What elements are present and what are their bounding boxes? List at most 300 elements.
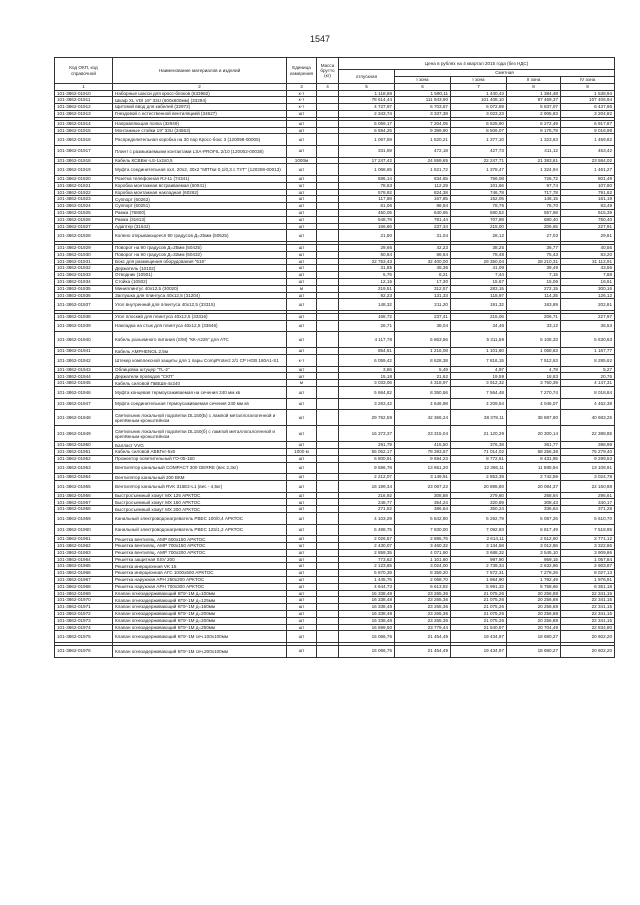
table-row [55,380,615,387]
cell-code: 101-3862-01934 [55,278,113,285]
cell-zone-2-price: 427,73 [451,145,507,157]
cell-zone-4-price: 126,12 [561,292,615,299]
cell-mass [317,583,339,590]
cell-name: Решетка инерционная VK 15 [113,563,287,570]
cell-release-price: 16 199,34 [339,481,395,493]
header-price-group: Цена в рублях на 4 квартал 2015 года (без НДС) [339,58,615,70]
cell-zone-4-price: 36,53 [561,320,615,332]
cell-unit: шт [287,583,317,590]
cell-release-price: 1 067,59 [339,134,395,146]
cell-name: Клапан огнезадерживающий КПУ-1М д=160мм [113,604,287,611]
cell-code: 101-3862-01963 [55,549,113,556]
cell-release-price: 78 614,44 [339,97,395,104]
cell-code: 101-3862-01946 [55,387,113,399]
table-row [55,442,615,449]
cell-name: Держатели проводов "СКП" [113,373,287,380]
cell-mass [317,610,339,617]
table-row [55,624,615,631]
cell-mass [317,134,339,146]
cell-zone-2-price: 21 075,26 [451,604,507,611]
cell-zone-2-price: 41,09 [451,265,507,272]
cell-code: 101-3862-01974 [55,624,113,631]
cell-name: Бокс для размещения оборудования "616" [113,258,287,265]
cell-name: Клапан огнезадерживающий КПУ-1М сеч.100x100мм [113,631,287,643]
cell-unit: шт [287,251,317,258]
cell-unit: шт [287,442,317,449]
cell-release-price: 1 118,68 [339,90,395,97]
cell-zone-4-price: 4 462,38 [561,398,615,410]
cell-release-price: 291,79 [339,442,395,449]
cell-unit: шт [287,426,317,442]
table-row [55,285,615,292]
cell-release-price: 2 212,07 [339,474,395,481]
cell-zone-2-price: 376,38 [451,442,507,449]
cell-zone-2-price: 580,52 [451,209,507,216]
cell-name: Решетка вентиляц. АМР 700x150 АРКТОС [113,543,287,550]
cell-unit: шт [287,196,317,203]
table-row [55,355,615,367]
cell-unit: к-т [287,104,317,111]
cell-zone-2-price: 19 434,97 [451,631,507,643]
table-row [55,120,615,127]
table-row [55,251,615,258]
cell-zone-4-price: 398,99 [561,442,615,449]
cell-code: 101-3862-01969 [55,590,113,597]
cell-release-price: 248,77 [339,499,395,506]
cell-zone-4-price: 22 341,15 [561,604,615,611]
cell-zone-3-price: 20 300,14 [507,426,561,442]
cell-zone-1-price: 3 024,00 [395,563,451,570]
cell-zone-4-price: 31 112,91 [561,258,615,265]
cell-zone-3-price: 206,71 [507,313,561,320]
cell-code: 101-3862-01966 [55,570,113,577]
cell-zone-4-price: 16,61 [561,278,615,285]
cell-name: Колено открывающееся 90 градусов Д=25мм (50525) [113,230,287,242]
cell-zone-3-price: 21 383,81 [507,157,561,164]
cell-unit: шт [287,313,317,320]
table-row [55,278,615,285]
cell-zone-1-price: 1 521,72 [395,164,451,176]
cell-zone-2-price: 19 434,97 [451,645,507,657]
cell-unit: шт [287,474,317,481]
cell-release-price: 1 068,65 [339,164,395,176]
cell-name: Кабель силовой ПвВШв-4x240 [113,380,287,387]
cell-mass [317,380,339,387]
cell-zone-4-price: 6 917,87 [561,120,615,127]
header-release-price: отпускная [339,70,395,84]
cell-name: Стойка (10502) [113,278,287,285]
cell-unit: шт [287,299,317,311]
cell-zone-4-price: 371,28 [561,506,615,513]
cell-unit: шт [287,189,317,196]
table-row [55,203,615,210]
cell-zone-1-price: 1 520,21 [395,134,451,146]
cell-name: Клапан огнезадерживающий КПУ-1М д=250мм [113,624,287,631]
cell-unit: шт [287,481,317,493]
table-row [55,426,615,442]
cell-release-price: 29 752,59 [339,410,395,426]
cell-zone-4-price: 300,16 [561,285,615,292]
cell-mass [317,631,339,643]
cell-code: 101-3862-01917 [55,145,113,157]
cell-code: 101-3862-01915 [55,127,113,134]
cell-zone-4-price: 6 351,18 [561,583,615,590]
cell-zone-2-price: 29 350,04 [451,258,507,265]
cell-zone-2-price: 1 440,43 [451,90,507,97]
table-row [55,292,615,299]
cell-zone-4-price: 29,81 [561,230,615,242]
cell-zone-1-price: 112,29 [395,182,451,189]
cell-code: 101-3862-01935 [55,285,113,292]
cell-zone-3-price: 97,74 [507,182,561,189]
cell-zone-3-price: 3 545,10 [507,549,561,556]
cell-zone-2-price: 3 688,32 [451,549,507,556]
cell-zone-1-price: 308,88 [395,492,451,499]
cell-zone-4-price: 40,55 [561,244,615,251]
cell-zone-1-price: 8 628,38 [395,355,451,367]
column-number: 8 [507,84,561,91]
cell-name: Прожектор осветительный ГО-05-150 [113,455,287,462]
table-row [55,104,615,111]
cell-unit: шт [287,563,317,570]
cell-zone-2-price: 3 134,58 [451,543,507,550]
table-row [55,576,615,583]
cell-zone-4-price: 1 167,77 [561,348,615,355]
cell-release-price: 578,92 [339,189,395,196]
table-row [55,597,615,604]
cell-unit: шт [287,244,317,251]
cell-release-price: 271,52 [339,506,395,513]
cell-zone-1-price: 2 058,70 [395,576,451,583]
cell-zone-2-price: 7 092,93 [451,524,507,536]
cell-mass [317,258,339,265]
cell-zone-1-price: 7 204,05 [395,120,451,127]
cell-release-price: 16 373,37 [339,426,395,442]
column-number-row [55,84,615,91]
cell-zone-2-price: 101 408,10 [451,97,507,104]
cell-unit: шт [287,373,317,380]
table-row [55,524,615,536]
cell-zone-4-price: 22 150,88 [561,481,615,493]
cell-name: Канальный электроводонагреватель РВЕС 125/1,2 АРКТОС [113,524,287,536]
cell-name: Монтажные стойки 19" 33U (34653) [113,127,287,134]
cell-release-price: 548,78 [339,216,395,223]
cell-mass [317,157,339,164]
cell-zone-2-price: 707,88 [451,216,507,223]
table-row [55,449,615,456]
cell-zone-4-price: 9 016,98 [561,127,615,134]
table-row [55,590,615,597]
table-row [55,499,615,506]
cell-zone-3-price: 268,94 [507,492,561,499]
cell-code: 101-3862-01944 [55,373,113,380]
cell-name: Облицовка штуцер "TL-2" [113,366,287,373]
cell-release-price: 586,14 [339,175,395,182]
cell-zone-2-price: 8 506,07 [451,127,507,134]
cell-zone-3-price: 2 512,60 [507,536,561,543]
cell-release-price: 2 430,07 [339,543,395,550]
cell-code: 101-3862-01950 [55,442,113,449]
cell-name: Кабель силовой АВВГнг-5x6 [113,449,287,456]
table-row [55,387,615,399]
cell-zone-1-price: 23 265,36 [395,597,451,604]
cell-zone-3-price: 557,98 [507,209,561,216]
cell-name: Заглушка для плинтуса 40x12,5 (31204) [113,292,287,299]
cell-release-price: 168,72 [339,313,395,320]
table-row [55,513,615,525]
cell-name: Быстросъемный хомут MX 125 АРКТОС [113,492,287,499]
cell-release-price: 4 103,29 [339,513,395,525]
cell-zone-4-price: 13 108,91 [561,462,615,474]
cell-name: Угол плоский для плинтуса 40x12,5 (33316) [113,313,287,320]
cell-zone-4-price: 20 602,20 [561,631,615,643]
cell-mass [317,462,339,474]
cell-code: 101-3862-01939 [55,320,113,332]
cell-mass [317,481,339,493]
column-number: 5 [339,84,395,91]
cell-release-price: 3 033,06 [339,380,395,387]
table-row [55,299,615,311]
cell-zone-4-price: 7 518,95 [561,524,615,536]
cell-release-price: 166,66 [339,223,395,230]
cell-zone-2-price: 21 075,26 [451,617,507,624]
column-number: 2 [113,84,287,91]
table-row [55,175,615,182]
cell-zone-1-price: 21 454,49 [395,645,451,657]
cell-code: 101-3862-01955 [55,481,113,493]
cell-mass [317,278,339,285]
cell-mass [317,97,339,104]
cell-code: 101-3862-01973 [55,617,113,624]
cell-mass [317,265,339,272]
cell-unit: шт [287,258,317,265]
cell-code: 101-3862-01972 [55,610,113,617]
cell-zone-4-price: 22 388,85 [561,426,615,442]
cell-mass [317,90,339,97]
cell-zone-4-price: 3 909,86 [561,549,615,556]
cell-code: 101-3862-01948 [55,410,113,426]
cell-release-price: 78,63 [339,182,395,189]
cell-release-price: 16 338,48 [339,604,395,611]
cell-zone-3-price: 5 758,66 [507,583,561,590]
cell-code: 101-3862-01910 [55,90,113,97]
cell-zone-4-price: 22 341,15 [561,617,615,624]
cell-zone-1-price: 42,23 [395,244,451,251]
cell-code: 101-3862-01914 [55,120,113,127]
cell-zone-3-price: 6 817,49 [507,524,561,536]
cell-zone-1-price: 131,33 [395,292,451,299]
cell-zone-3-price: 11 885,94 [507,462,561,474]
cell-zone-2-price: 78,48 [451,251,507,258]
cell-mass [317,590,339,597]
cell-zone-3-price: 1 792,49 [507,576,561,583]
header-zone-4: IV зона [561,77,615,84]
cell-zone-1-price: 640,65 [395,209,451,216]
cell-zone-3-price: 1 384,48 [507,90,561,97]
cell-zone-1-price: 13 651,20 [395,462,451,474]
cell-zone-3-price: 726,72 [507,175,561,182]
cell-mass [317,617,339,624]
cell-name: Адаптер (31642) [113,223,287,230]
cell-zone-3-price: 183,89 [507,299,561,311]
cell-mass [317,272,339,279]
table-body [55,90,615,657]
cell-code: 101-3862-01970 [55,597,113,604]
cell-unit: шт [287,127,317,134]
cell-unit: к-т [287,355,317,367]
cell-code: 101-3862-01921 [55,182,113,189]
cell-zone-4-price: 9 299,53 [561,455,615,462]
cell-zone-4-price: 227,91 [561,223,615,230]
cell-release-price: 4 727,97 [339,104,395,111]
cell-zone-3-price: 75,70 [507,203,561,210]
cell-release-price: 3 263,42 [339,398,395,410]
cell-zone-1-price: 354,24 [395,499,451,506]
cell-mass [317,127,339,134]
cell-zone-3-price: 27,03 [507,230,561,242]
cell-unit: шт [287,216,317,223]
cell-zone-1-price: 45,36 [395,265,451,272]
cell-unit: шт [287,203,317,210]
cell-zone-3-price: 6 272,49 [507,120,561,127]
cell-zone-3-price: 36,77 [507,244,561,251]
cell-zone-3-price: 20 256,88 [507,610,561,617]
cell-zone-2-price: 2 853,39 [451,474,507,481]
cell-zone-2-price: 4 209,54 [451,398,507,410]
cell-unit: шт [287,292,317,299]
cell-zone-3-price: 3 760,39 [507,380,561,387]
cell-zone-4-price: 7,88 [561,272,615,279]
cell-zone-1-price: 1 101,60 [395,556,451,563]
table-row [55,543,615,550]
cell-zone-3-price: 20 256,88 [507,590,561,597]
cell-release-price: 21,80 [339,230,395,242]
cell-code: 101-3862-01956 [55,492,113,499]
cell-code: 101-3862-01929 [55,244,113,251]
cell-name: Клапан огнезадерживающий КПУ-1М д=200мм [113,610,287,617]
cell-name: Суппорт (60251) [113,203,287,210]
cell-zone-4-price: 202,81 [561,299,615,311]
cell-name: Шкаф ХL VDI 19" 33U (600x600мм) (33294) [113,97,287,104]
cell-unit: шт [287,536,317,543]
cell-zone-3-price: 146,15 [507,196,561,203]
cell-code: 101-3862-01941 [55,348,113,355]
cell-code: 101-3862-01916 [55,134,113,146]
cell-zone-2-price: 6 072,89 [451,104,507,111]
cell-zone-2-price: 215,00 [451,223,507,230]
cell-zone-3-price: 2 742,59 [507,474,561,481]
cell-name: Клапан огнезадерживающий КПУ-1М д=200мм [113,617,287,624]
cell-release-price: 29,66 [339,244,395,251]
cell-name: Канальный электроводонагреватель РВЕС 100/0,4 АРКТОС [113,513,287,525]
cell-zone-3-price: 18 680,27 [507,645,561,657]
cell-zone-1-price: 8,21 [395,272,451,279]
cell-zone-2-price: 71 014,02 [451,449,507,456]
cell-unit: м [287,380,317,387]
table-row [55,244,615,251]
cell-name: Наборные шасси для кросс-блоков (633962) [113,90,287,97]
cell-zone-2-price: 746,78 [451,189,507,196]
cell-zone-1-price: 5,49 [395,366,451,373]
cell-name: Коробка монтажная накладная (60262) [113,189,287,196]
cell-zone-2-price: 5 292,79 [451,513,507,525]
cell-release-price: 16 338,48 [339,597,395,604]
cell-zone-2-price: 7,44 [451,272,507,279]
cell-name: Муфта соединительная термоусаживаемая сечения 240 мм кв [113,398,287,410]
cell-name: Направляющая полка (32949) [113,120,287,127]
cell-zone-2-price: 28,12 [451,230,507,242]
cell-code: 101-3862-01924 [55,203,113,210]
table-row [55,645,615,657]
cell-zone-2-price: 8 772,61 [451,455,507,462]
cell-zone-1-price: 5 863,56 [395,332,451,348]
cell-name: Суппорт (60262) [113,196,287,203]
table-row [55,97,615,104]
cell-name: Решетка вентиляц. АМР 700x200 АРКТОС [113,549,287,556]
cell-code: 101-3862-01959 [55,513,113,525]
cell-code: 101-3862-01968 [55,583,113,590]
table-row [55,110,615,117]
cell-zone-4-price: 3 204,82 [561,110,615,117]
cell-code: 101-3862-01938 [55,313,113,320]
cell-zone-4-price: 791,62 [561,189,615,196]
cell-zone-3-price: 717,78 [507,189,561,196]
cell-zone-3-price: 361,77 [507,442,561,449]
cell-name: Клапан огнезадерживающий КПУ-1М д=125мм [113,597,287,604]
cell-zone-2-price: 78,76 [451,203,507,210]
cell-zone-1-price: 4 646,98 [395,398,451,410]
cell-name: Светильник локальной подсветки DL150(б) с лампой металлогалогенной и крепёжным кронштейном [113,426,287,442]
cell-mass [317,203,339,210]
cell-zone-1-price: 8 350,56 [395,387,451,399]
cell-mass [317,120,339,127]
cell-unit: шт [287,610,317,617]
cell-zone-2-price: 21 120,29 [451,426,507,442]
cell-code: 101-3862-01971 [55,604,113,611]
cell-release-price: 92,23 [339,292,395,299]
cell-unit: шт [287,182,317,189]
table-row [55,145,615,157]
cell-zone-3-price: 336,64 [507,506,561,513]
cell-release-price: 854,61 [339,348,395,355]
cell-zone-4-price: 20 602,20 [561,645,615,657]
cell-zone-2-price: 1 864,90 [451,576,507,583]
cell-zone-3-price: 20 084,37 [507,481,561,493]
cell-unit: 1000м [287,157,317,164]
cell-zone-3-price: 20 256,88 [507,604,561,611]
cell-release-price: 6 059,42 [339,355,395,367]
cell-unit: шт [287,631,317,643]
cell-zone-1-price: 23 265,36 [395,610,451,617]
cell-mass [317,645,339,657]
cell-name: Вентилятор канальный 200 ВКМ [113,474,287,481]
cell-code: 101-3862-01930 [55,251,113,258]
cell-mass [317,145,339,157]
cell-zone-3-price: 5 087,26 [507,513,561,525]
cell-zone-2-price: 34,46 [451,320,507,332]
cell-zone-4-price: 20,76 [561,373,615,380]
cell-code: 101-3862-01926 [55,216,113,223]
cell-release-price: 61,06 [339,203,395,210]
column-number: 7 [451,84,507,91]
cell-zone-3-price: 7 278,26 [507,570,561,577]
cell-zone-3-price: 15,06 [507,278,561,285]
cell-name: Розетка телефонная RJ-11 (74341) [113,175,287,182]
cell-zone-4-price: 43,56 [561,265,615,272]
table-row [55,610,615,617]
cell-mass [317,570,339,577]
table-row [55,536,615,543]
